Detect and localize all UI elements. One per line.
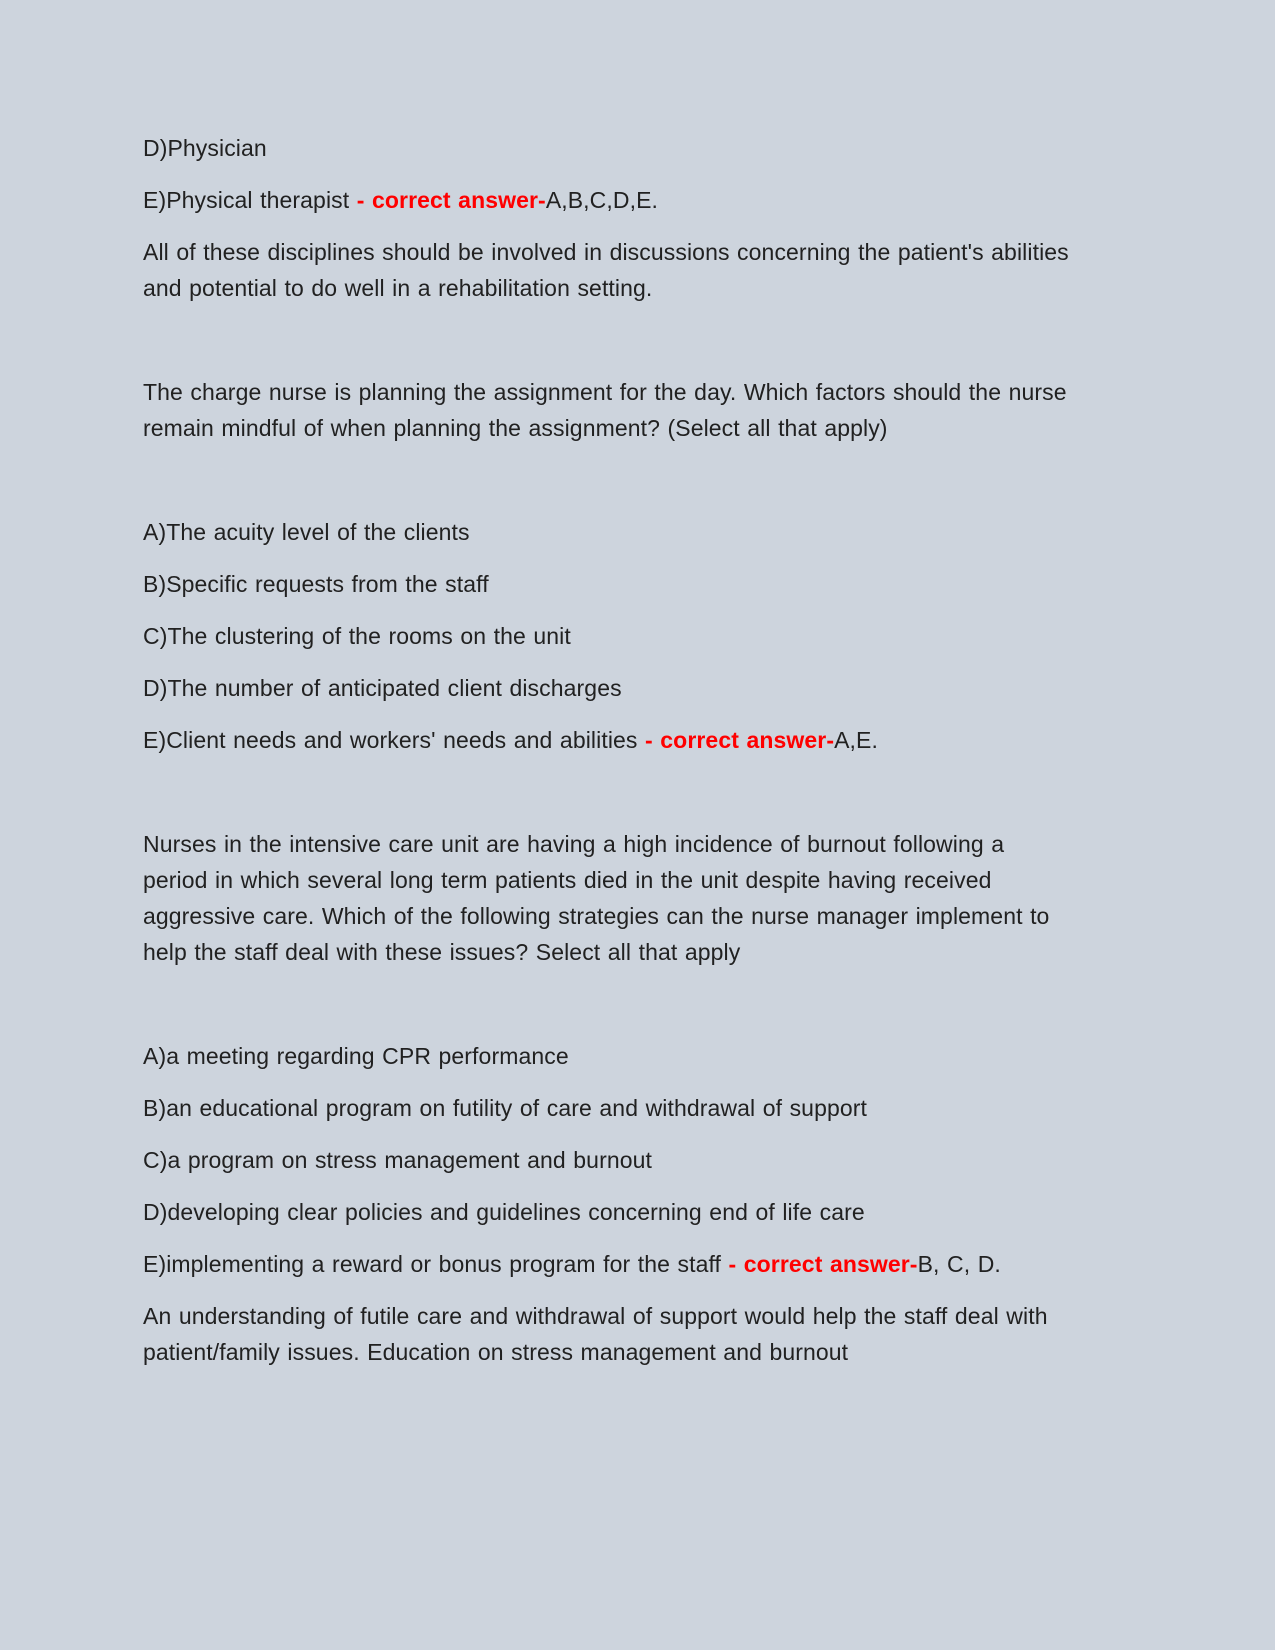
text-run: D)developing clear policies and guidelines concerning end of life care [143, 1199, 865, 1225]
text-run: A,B,C,D,E. [545, 187, 659, 213]
text-run: E)Client needs and workers' needs and abilities [143, 727, 646, 753]
blank-line [143, 774, 1075, 810]
text-run: B)Specific requests from the staff [143, 571, 489, 597]
paragraph [143, 566, 1075, 602]
paragraph [143, 130, 1075, 166]
blank-line [143, 322, 1075, 358]
text-run: Nurses in the intensive care unit are having a high incidence of burnout following a period in which several long term patients died in the unit despite having received aggressive care. Which of the following strategies can the nurse manager implement to help the staff deal with these issues? Select all that apply [143, 831, 1050, 965]
text-run: A,E. [834, 727, 878, 753]
paragraph [143, 1298, 1075, 1370]
text-run: B, C, D. [917, 1251, 1001, 1277]
paragraph [143, 670, 1075, 706]
blank-line [143, 462, 1075, 498]
correct-answer-marker: - correct answer- [356, 187, 546, 213]
text-run: C)The clustering of the rooms on the unit [143, 623, 571, 649]
paragraph [143, 618, 1075, 654]
text-run: An understanding of futile care and withdrawal of support would help the staff deal with patient/family issues. Education on stress management and burnout [143, 1303, 1048, 1365]
blank-line [143, 986, 1075, 1022]
correct-answer-marker: - correct answer- [728, 1251, 918, 1277]
paragraph [143, 1142, 1075, 1178]
text-run: E)implementing a reward or bonus program for the staff [143, 1251, 729, 1277]
correct-answer-marker: - correct answer- [645, 727, 835, 753]
text-run: B)an educational program on futility of care and withdrawal of support [143, 1095, 868, 1121]
paragraph [143, 514, 1075, 550]
text-run: C)a program on stress management and burnout [143, 1147, 652, 1173]
paragraph [143, 722, 1075, 758]
paragraph [143, 374, 1075, 446]
text-run: D)The number of anticipated client discharges [143, 675, 622, 701]
text-run: All of these disciplines should be involved in discussions concerning the patient's abilities and potential to do well in a rehabilitation setting. [143, 239, 1069, 301]
paragraph [143, 182, 1075, 218]
text-run: A)a meeting regarding CPR performance [143, 1043, 569, 1069]
document-body [143, 130, 1075, 1370]
paragraph [143, 1246, 1075, 1282]
paragraph [143, 1090, 1075, 1126]
paragraph [143, 234, 1075, 306]
paragraph [143, 1194, 1075, 1230]
text-run: The charge nurse is planning the assignment for the day. Which factors should the nurse remain mindful of when planning the assignment? (Select all that apply) [143, 379, 1067, 441]
text-run: E)Physical therapist [143, 187, 357, 213]
paragraph [143, 826, 1075, 970]
paragraph [143, 1038, 1075, 1074]
text-run: D)Physician [143, 135, 267, 161]
text-run: A)The acuity level of the clients [143, 519, 470, 545]
